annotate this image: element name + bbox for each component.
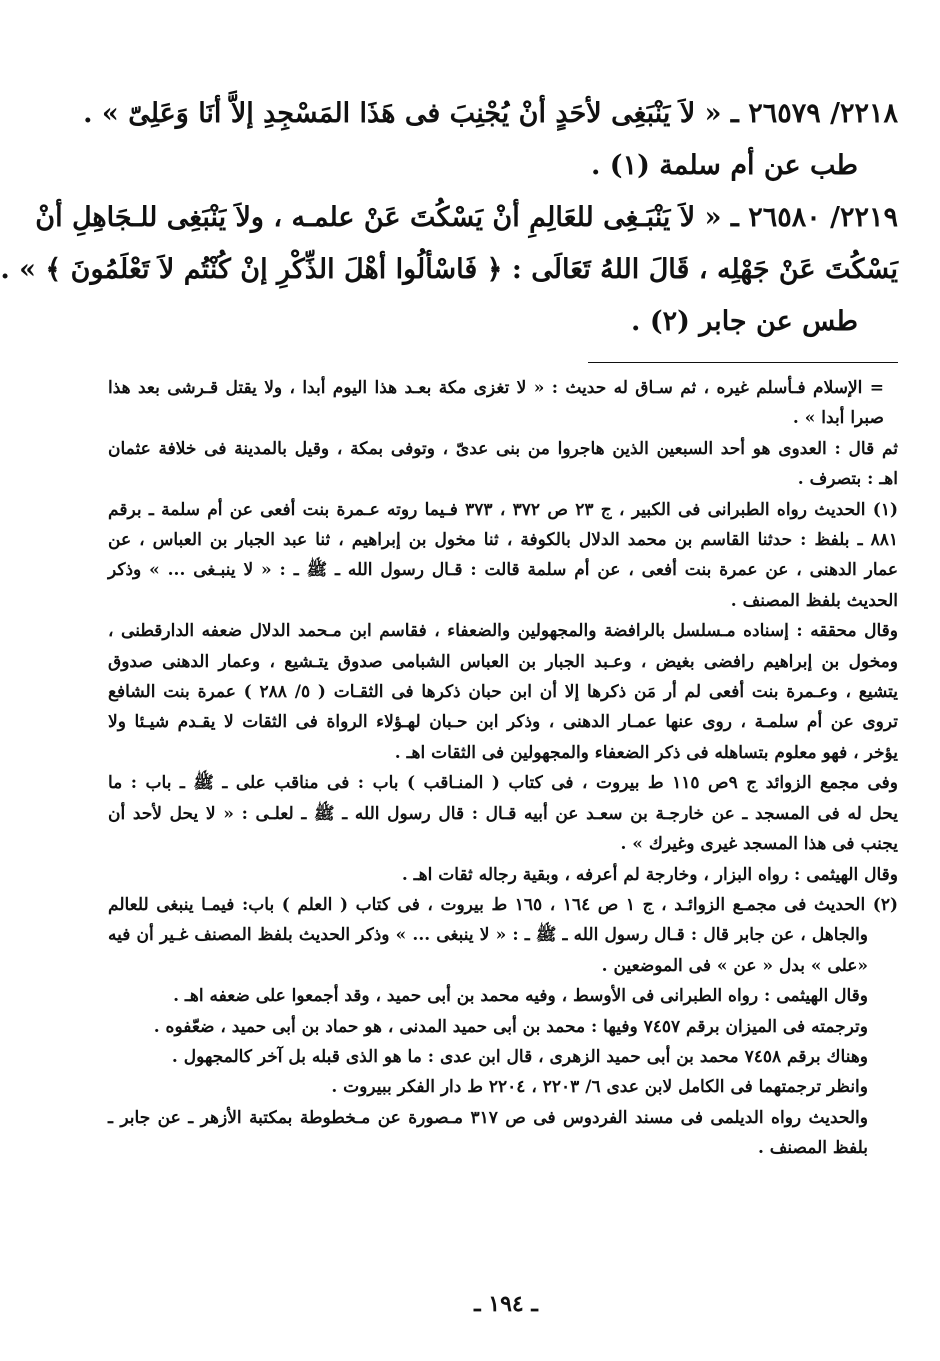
footnote-line: = الإسلام فـأسلم غيره ، ثم سـاق له حديث : « لا تغزى مكة بعـد هذا اليوم أبدا ، ولا يقتل قـرشى بعد هذا: [108, 378, 884, 398]
main-text: [0, 88, 898, 348]
footnote-line: وانظر ترجمتهما فى الكامل لابن عدى ٦/ ٢٢٠٣ ، ٢٢٠٤ ط دار الفكر ببيروت .: [331, 1077, 868, 1098]
footnote-line: وهناك برقم ٧٤٥٨ محمد بن أبى حميد الزهرى ، قال ابن عدى : ما هو الذى قبله بل آخر كالمجهول .: [171, 1046, 868, 1067]
footnote-line: الحديث بلفظ المصنف .: [730, 590, 898, 611]
footnote-line: عمار الدهنى ، عن عمرة بنت أفعى ، عن أم سلمة قالت : قـال رسول الله ـ ﷺ ـ : « لا ينبـغى ... » وذكر: [108, 560, 898, 581]
footnote-line: يتشيع ، وعـمرة بنت أفعى لم أر مَن ذكرها إلا أن ابن حبان ذكرها فى الثقـات ( ٥/ ٢٨٨ ) عمرة بنت الشافع: [108, 682, 898, 703]
footnote-line: وفى مجمع الزوائد ج ٩ص ١١٥ ط بيروت ، فى كتاب ( المنـاقب ) باب : فى مناقب على ـ ﷺ ـ باب : ما: [108, 773, 898, 794]
hadith-2219-line-1: ٢٢١٩/ ٢٦٥٨٠ ـ « لاَ يَنْبَـغِى للعَالِمِ أنْ يَسْكُتَ عَنْ علمـه ، ولاَ يَنْبَغِى للـجَاهِلِ أنْ: [35, 202, 898, 233]
footnote-line: «على » بدل « عن » فى الموضعين .: [601, 955, 868, 976]
footnote-line: والحديث رواه الديلمى فى مسند الفردوس فى ص ٣١٧ مـصورة عن مـخطوطة بمكتبة الأزهر ـ عن جابر ـ: [108, 1107, 868, 1128]
footnote-line: وترجمته فى الميزان برقم ٧٤٥٧ وفيها : محمد بن أبى حميد المدنى ، هو حماد بن أبى حميد ، ضعّفوه .: [153, 1016, 868, 1037]
footnote-2-start: (٢) الحديث فى مجمـع الزوائـد ، ج ١ ص ١٦٤ ، ١٦٥ ط بيروت ، فى كتاب ( العلم ) باب: فيمـا ينبغى للعالم: [108, 894, 899, 915]
footnote-line: ثم قال : العدوى هو أحد السبعين الذين هاجروا من بنى عدىّ ، وتوفى بمكة ، وقيل بالمدينة فى خلافة عثمان: [108, 438, 898, 459]
hadith-2218-line: ٢٢١٨/ ٢٦٥٧٩ ـ « لاَ يَنْبَغِى لأحَدٍ أنْ يُجْنِبَ فى هَذَا المَسْجِدِ إلاَّ أنَا وَعَلِىّ » .: [83, 98, 898, 129]
footnote-line: اهـ : بتصرف .: [797, 469, 898, 490]
footnote-line: يؤخر ، فهو معلوم بتساهله فى ذكر الضعفاء والمجهولين فى الثقات اهـ .: [394, 742, 898, 763]
footnote-line: وقال الهيثمى : رواه البزار ، وخارجة لم أعرفه ، وبقية رجاله ثقات اهـ .: [401, 864, 898, 885]
footnote-line: يحل له فى المسجد ـ عن خارجـة بن سعـد عن أبيه قـال : قال رسول الله ـ ﷺ ـ لعلـى : « لا يحل لأحد أن: [108, 803, 898, 824]
footnote-separator: [588, 362, 898, 363]
footnote-line: ومخول بن إبراهيم رافضى بغيض ، وعـبد الجبار بن العباس الشبامى صدوق يتـشيع ، وعمار الدهنى صدوق: [108, 651, 898, 672]
footnote-line: ٨٨١ ـ بلفظ : حدثنا القاسم بن محمد الدلال بالكوفة ، ثنا مخول بن إبراهيم ، ثنا عبد الجبار بن العباس ، عن: [108, 530, 898, 551]
footnote-line: بلفظ المصنف .: [757, 1138, 868, 1159]
footnote-line: والجاهل ، عن جابر قال : قـال رسول الله ـ ﷺ ـ : « لا ينبغى ... » وذكر الحديث بلفظ المصنف غـير أن فيه: [108, 925, 868, 946]
footnote-line: وقال الهيثمى : رواه الطبرانى فى الأوسط ، وفيه محمد بن أبى حميد ، وقد أجمعوا على ضعفه اهـ .: [173, 986, 868, 1007]
footnote-line: وقال محققه : إسناده مـسلسل بالرافضة والمجهولين والضعفاء ، فقاسم ابن مـحمد الدلال ضعفه الدارقطنى ،: [108, 621, 898, 642]
footnote-line: صبرا أبدا » .: [792, 408, 884, 429]
page-number: ـ ١٩٤ ـ: [474, 1291, 538, 1317]
hadith-2218-source: طب عن أم سلمة (١) .: [591, 150, 858, 181]
hadith-2219-line-2: يَسْكُتَ عَنْ جَهْلِه ، قَالَ اللهُ تَعَالَى : ﴿ فَاسْألُوا أهْلَ الذِّكْرِ إنْ كُنْتُم لاَ تَعْلَمُونَ ﴾ » .: [0, 254, 898, 285]
footnote-line: تروى عن أم سلمـة ، روى عنها عمـار الدهنى ، وذكر ابن حـبان لهـؤلاء الرواة فى الثقات لا يقـدم شيـئا ولا: [108, 712, 898, 733]
page-content: [0, 88, 899, 1164]
footnote-1-start: (١) الحديث رواه الطبرانى فى الكبير ، ج ٢٣ ص ٣٧٢ ، ٣٧٣ فـيما روته عـمرة بنت أفعى عن أم سلمة ـ برقم: [108, 499, 899, 520]
footnotes: [108, 373, 898, 1164]
hadith-2219-source: طس عن جابر (٢) .: [631, 306, 858, 337]
footnote-line: يجنب فى هذا المسجد غيرى وغيرك » .: [620, 834, 898, 855]
